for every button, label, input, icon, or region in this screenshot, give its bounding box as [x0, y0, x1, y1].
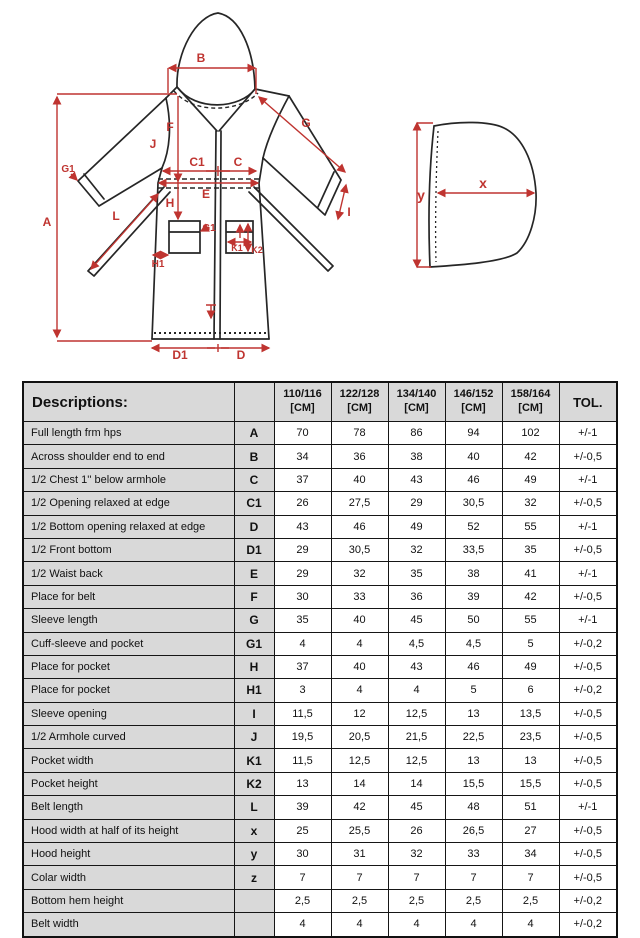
value-cell: 50 [445, 609, 502, 632]
table-row [23, 562, 617, 585]
table-row [23, 538, 617, 561]
value-cell: 51 [502, 796, 559, 819]
robe-technical-drawing [0, 0, 640, 374]
value-cell: 46 [445, 468, 502, 491]
tolerance-header-cell: TOL. [559, 382, 617, 422]
value-cell: 38 [445, 562, 502, 585]
tolerance-cell: +/-0,5 [559, 445, 617, 468]
table-row [23, 422, 617, 445]
value-cell: 13 [445, 702, 502, 725]
tolerance-cell: +/-0,5 [559, 819, 617, 842]
value-cell: 14 [388, 772, 445, 795]
description-cell: Full length frm hps [23, 422, 234, 445]
value-cell: 4,5 [388, 632, 445, 655]
code-cell: A [234, 422, 274, 445]
table-row [23, 655, 617, 678]
value-cell: 49 [388, 515, 445, 538]
value-cell: 7 [388, 866, 445, 889]
value-cell: 42 [331, 796, 388, 819]
table-row [23, 679, 617, 702]
descriptions-header-cell: Descriptions: [23, 382, 234, 422]
value-cell: 7 [502, 866, 559, 889]
value-cell: 32 [388, 538, 445, 561]
table-row [23, 726, 617, 749]
value-cell: 7 [445, 866, 502, 889]
description-cell: Sleeve length [23, 609, 234, 632]
code-cell: L [234, 796, 274, 819]
value-cell: 2,5 [331, 889, 388, 912]
table-row [23, 632, 617, 655]
description-cell: Belt width [23, 913, 234, 937]
description-cell: Bottom hem height [23, 889, 234, 912]
value-cell: 11,5 [274, 749, 331, 772]
value-cell: 2,5 [274, 889, 331, 912]
tolerance-cell: +/-0,5 [559, 538, 617, 561]
table-row [23, 702, 617, 725]
value-cell: 4 [331, 913, 388, 937]
value-cell: 13 [502, 749, 559, 772]
value-cell: 78 [331, 422, 388, 445]
description-cell: Cuff-sleeve and pocket [23, 632, 234, 655]
value-cell: 3 [274, 679, 331, 702]
dimension-lines [57, 68, 534, 352]
dim-label-k1: K1 [231, 243, 243, 253]
garment-diagram [0, 0, 640, 374]
table-row [23, 772, 617, 795]
value-cell: 7 [331, 866, 388, 889]
table-row [23, 445, 617, 468]
hood-detail-drawing [429, 122, 536, 267]
value-cell: 20,5 [331, 726, 388, 749]
value-cell: 13,5 [502, 702, 559, 725]
tolerance-cell: +/-0,5 [559, 726, 617, 749]
value-cell: 46 [331, 515, 388, 538]
dim-label-h1: H1 [151, 259, 165, 270]
description-cell: 1/2 Waist back [23, 562, 234, 585]
table-row [23, 749, 617, 772]
value-cell: 29 [388, 492, 445, 515]
value-cell: 37 [274, 655, 331, 678]
tolerance-cell: +/-1 [559, 468, 617, 491]
dim-label-d1: D1 [172, 348, 188, 362]
value-cell: 49 [502, 655, 559, 678]
size-header-cell [502, 382, 559, 422]
size-label: 134/140 [396, 388, 437, 401]
tolerance-cell: +/-0,2 [559, 889, 617, 912]
value-cell: 55 [502, 609, 559, 632]
code-cell: C1 [234, 492, 274, 515]
code-cell: G [234, 609, 274, 632]
table-row [23, 515, 617, 538]
value-cell: 70 [274, 422, 331, 445]
value-cell: 25 [274, 819, 331, 842]
value-cell: 12,5 [331, 749, 388, 772]
description-cell: 1/2 Front bottom [23, 538, 234, 561]
size-label: 122/128 [339, 388, 380, 401]
value-cell: 40 [445, 445, 502, 468]
tolerance-cell: +/-0,5 [559, 843, 617, 866]
dim-label-l: L [112, 209, 120, 223]
code-cell: z [234, 866, 274, 889]
value-cell: 45 [388, 609, 445, 632]
size-header-cell [331, 382, 388, 422]
value-cell: 38 [388, 445, 445, 468]
value-cell: 35 [274, 609, 331, 632]
size-spec-table [22, 381, 618, 938]
tolerance-cell: +/-0,5 [559, 749, 617, 772]
value-cell: 34 [274, 445, 331, 468]
tolerance-cell: +/-0,2 [559, 679, 617, 702]
value-cell: 29 [274, 538, 331, 561]
tolerance-cell: +/-1 [559, 796, 617, 819]
description-cell: Pocket width [23, 749, 234, 772]
dim-label-i: I [347, 205, 351, 219]
table-row [23, 889, 617, 912]
table-row [23, 843, 617, 866]
size-unit: [CM] [290, 402, 315, 414]
dim-label-y: y [417, 187, 425, 203]
size-table-body [23, 422, 617, 937]
description-cell: 1/2 Bottom opening relaxed at edge [23, 515, 234, 538]
value-cell: 102 [502, 422, 559, 445]
size-unit: [CM] [347, 402, 372, 414]
value-cell: 43 [274, 515, 331, 538]
value-cell: 15,5 [502, 772, 559, 795]
value-cell: 26 [274, 492, 331, 515]
value-cell: 32 [331, 562, 388, 585]
code-cell: K2 [234, 772, 274, 795]
value-cell: 13 [274, 772, 331, 795]
value-cell: 35 [502, 538, 559, 561]
code-cell: H [234, 655, 274, 678]
value-cell: 12 [331, 702, 388, 725]
value-cell: 32 [388, 843, 445, 866]
value-cell: 94 [445, 422, 502, 445]
tolerance-cell: +/-0,5 [559, 866, 617, 889]
value-cell: 4 [445, 913, 502, 937]
tolerance-cell: +/-0,5 [559, 655, 617, 678]
value-cell: 25,5 [331, 819, 388, 842]
value-cell: 27,5 [331, 492, 388, 515]
value-cell: 43 [388, 655, 445, 678]
description-cell: Belt length [23, 796, 234, 819]
tolerance-cell: +/-1 [559, 422, 617, 445]
value-cell: 30 [274, 585, 331, 608]
value-cell: 4 [274, 632, 331, 655]
robe-outline [78, 13, 341, 339]
code-cell: I [234, 702, 274, 725]
value-cell: 40 [331, 468, 388, 491]
description-cell: Place for belt [23, 585, 234, 608]
table-row [23, 866, 617, 889]
value-cell: 34 [502, 843, 559, 866]
size-header-cell [388, 382, 445, 422]
value-cell: 30 [274, 843, 331, 866]
dim-label-g1-pocket: G1 [202, 223, 216, 234]
table-row [23, 609, 617, 632]
code-cell: D [234, 515, 274, 538]
dim-label-j: J [149, 137, 157, 151]
code-cell: B [234, 445, 274, 468]
value-cell: 4 [331, 632, 388, 655]
description-cell: 1/2 Opening relaxed at edge [23, 492, 234, 515]
value-cell: 23,5 [502, 726, 559, 749]
value-cell: 2,5 [445, 889, 502, 912]
value-cell: 42 [502, 585, 559, 608]
value-cell: 12,5 [388, 702, 445, 725]
code-cell: E [234, 562, 274, 585]
value-cell: 5 [502, 632, 559, 655]
value-cell: 2,5 [502, 889, 559, 912]
value-cell: 36 [331, 445, 388, 468]
description-cell: Sleeve opening [23, 702, 234, 725]
code-cell: C [234, 468, 274, 491]
description-cell: Hood width at half of its height [23, 819, 234, 842]
value-cell: 14 [331, 772, 388, 795]
value-cell: 27 [502, 819, 559, 842]
code-cell: F [234, 585, 274, 608]
size-header-cell [445, 382, 502, 422]
dim-label-d: D [236, 348, 246, 362]
value-cell: 46 [445, 655, 502, 678]
value-cell: 4 [388, 679, 445, 702]
value-cell: 35 [388, 562, 445, 585]
table-row [23, 796, 617, 819]
tolerance-cell: +/-0,5 [559, 492, 617, 515]
size-label: 158/164 [510, 388, 551, 401]
size-unit: [CM] [461, 402, 486, 414]
dim-label-c: C [233, 155, 243, 169]
tolerance-cell: +/-0,5 [559, 772, 617, 795]
description-cell: Across shoulder end to end [23, 445, 234, 468]
code-cell: x [234, 819, 274, 842]
value-cell: 39 [274, 796, 331, 819]
code-cell: J [234, 726, 274, 749]
value-cell: 39 [445, 585, 502, 608]
value-cell: 48 [445, 796, 502, 819]
tolerance-cell: +/-0,5 [559, 702, 617, 725]
value-cell: 4 [274, 913, 331, 937]
value-cell: 21,5 [388, 726, 445, 749]
value-cell: 45 [388, 796, 445, 819]
size-unit: [CM] [404, 402, 429, 414]
dim-label-f: F [166, 120, 174, 134]
description-cell: 1/2 Chest 1'' below armhole [23, 468, 234, 491]
value-cell: 2,5 [388, 889, 445, 912]
value-cell: 33 [445, 843, 502, 866]
code-cell: G1 [234, 632, 274, 655]
code-cell: H1 [234, 679, 274, 702]
table-row [23, 913, 617, 937]
value-cell: 30,5 [331, 538, 388, 561]
size-label: 146/152 [453, 388, 494, 401]
value-cell: 7 [274, 866, 331, 889]
code-cell [234, 913, 274, 937]
tolerance-cell: +/-0,5 [559, 585, 617, 608]
table-header [23, 382, 617, 422]
value-cell: 11,5 [274, 702, 331, 725]
value-cell: 30,5 [445, 492, 502, 515]
value-cell: 37 [274, 468, 331, 491]
value-cell: 26,5 [445, 819, 502, 842]
table-header-row [23, 382, 617, 422]
table-row [23, 492, 617, 515]
description-cell: Colar width [23, 866, 234, 889]
value-cell: 86 [388, 422, 445, 445]
value-cell: 55 [502, 515, 559, 538]
dim-label-k2: K2 [251, 245, 263, 255]
dim-label-x: x [479, 175, 487, 191]
table-row [23, 585, 617, 608]
table-row [23, 468, 617, 491]
value-cell: 4 [502, 913, 559, 937]
value-cell: 4 [331, 679, 388, 702]
size-label: 110/116 [283, 388, 322, 401]
description-cell: Pocket height [23, 772, 234, 795]
dim-label-g1-cuff: G1 [61, 164, 75, 175]
value-cell: 31 [331, 843, 388, 866]
value-cell: 49 [502, 468, 559, 491]
code-cell [234, 889, 274, 912]
value-cell: 43 [388, 468, 445, 491]
value-cell: 22,5 [445, 726, 502, 749]
value-cell: 15,5 [445, 772, 502, 795]
value-cell: 41 [502, 562, 559, 585]
size-unit: [CM] [518, 402, 543, 414]
value-cell: 6 [502, 679, 559, 702]
description-cell: Hood height [23, 843, 234, 866]
dim-label-a: A [42, 215, 52, 229]
value-cell: 36 [388, 585, 445, 608]
code-cell: D1 [234, 538, 274, 561]
tolerance-cell: +/-1 [559, 515, 617, 538]
value-cell: 33,5 [445, 538, 502, 561]
size-header-cell [274, 382, 331, 422]
value-cell: 12,5 [388, 749, 445, 772]
value-cell: 29 [274, 562, 331, 585]
dim-label-h: H [165, 196, 175, 210]
code-cell: y [234, 843, 274, 866]
dim-label-c1: C1 [189, 155, 205, 169]
tolerance-cell: +/-0,2 [559, 913, 617, 937]
code-cell: K1 [234, 749, 274, 772]
value-cell: 13 [445, 749, 502, 772]
description-cell: Place for pocket [23, 655, 234, 678]
code-header-cell [234, 382, 274, 422]
value-cell: 40 [331, 655, 388, 678]
value-cell: 32 [502, 492, 559, 515]
dim-label-b: B [196, 51, 206, 65]
tolerance-cell: +/-1 [559, 562, 617, 585]
value-cell: 42 [502, 445, 559, 468]
dimension-labels [43, 51, 487, 362]
description-cell: 1/2 Armhole curved [23, 726, 234, 749]
dim-label-e: E [201, 187, 211, 201]
value-cell: 33 [331, 585, 388, 608]
value-cell: 4 [388, 913, 445, 937]
dim-label-g: G [301, 116, 311, 130]
description-cell: Place for pocket [23, 679, 234, 702]
value-cell: 26 [388, 819, 445, 842]
table-row [23, 819, 617, 842]
value-cell: 19,5 [274, 726, 331, 749]
value-cell: 52 [445, 515, 502, 538]
tolerance-cell: +/-1 [559, 609, 617, 632]
value-cell: 40 [331, 609, 388, 632]
tolerance-cell: +/-0,2 [559, 632, 617, 655]
value-cell: 5 [445, 679, 502, 702]
value-cell: 4,5 [445, 632, 502, 655]
